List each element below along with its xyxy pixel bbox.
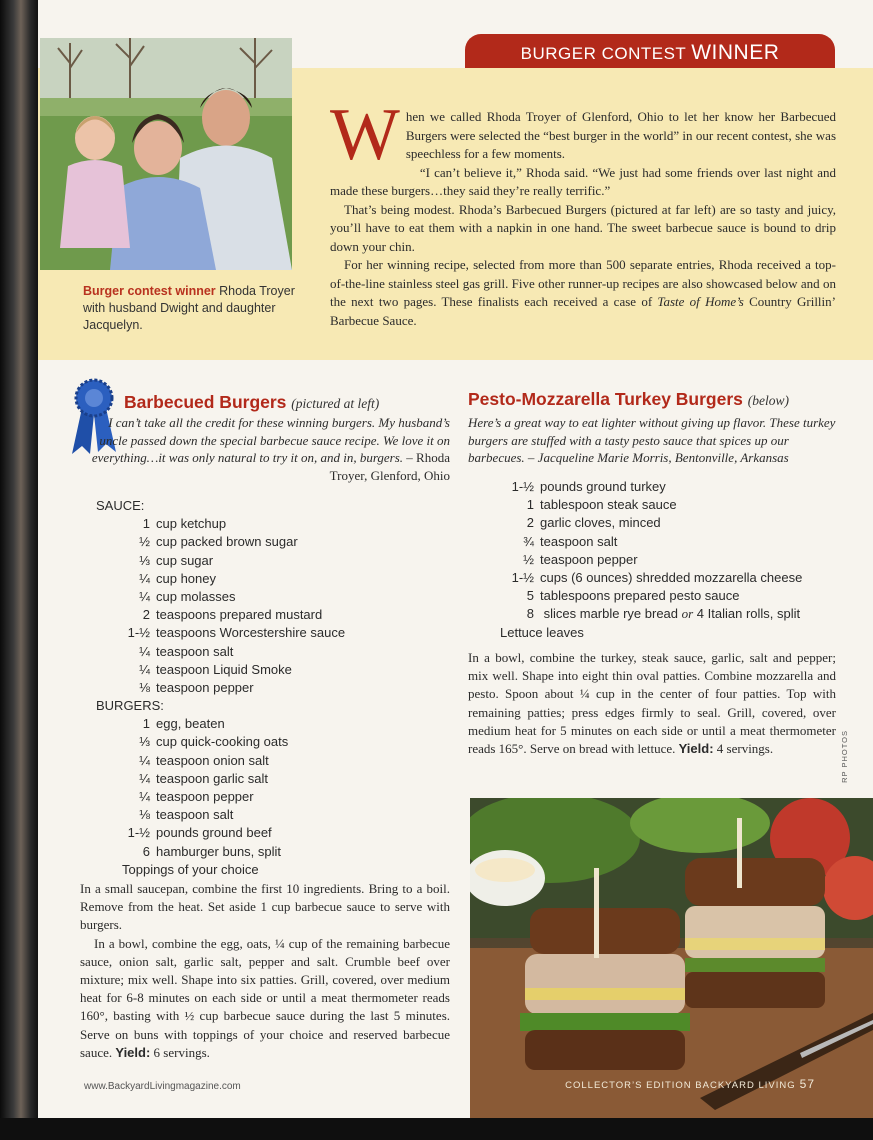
ingredient-amount: 1-½ — [511, 569, 534, 585]
turkey-burger-photo — [470, 798, 873, 1118]
ingredient-row — [500, 551, 802, 569]
ingredient-amount: 1 — [142, 516, 150, 532]
ingredient-row — [500, 496, 802, 514]
recipe2-blurb: Here’s a great way to eat lighter without giving up flavor. These turkey burgers are stuffed with a tasty pesto sauce that spices up our barbecues. – Jacqueline Marie Morris, Bentonville, Arkansas — [468, 415, 836, 465]
recipe2-note: (below) — [747, 393, 790, 408]
ingredient-text: cup molasses — [156, 588, 236, 604]
recipe1-method — [80, 880, 450, 1062]
banner-winner: WINNER — [691, 41, 780, 64]
ingredient-row: 8 slices marble rye bread or 4 Italian rolls, split — [500, 605, 802, 623]
ingredient-text: teaspoon pepper — [156, 789, 254, 804]
ingredient-amount: 1-½ — [127, 625, 150, 641]
ingredient-text: tablespoon steak sauce — [540, 497, 677, 513]
ingredient-text: cup quick-cooking oats — [156, 734, 289, 750]
magazine-page — [38, 0, 873, 1118]
drop-cap: W — [330, 94, 400, 176]
sauce-list — [96, 515, 345, 697]
recipe2-method — [468, 649, 836, 758]
page-bottom-edge — [0, 1118, 873, 1140]
ingredient-amount: 1-½ — [511, 479, 534, 494]
ingredient-row — [96, 552, 345, 570]
footer-edition: COLLECTOR’S EDITION BACKYARD LIVING 57 — [565, 1077, 815, 1091]
burgers-list — [96, 715, 345, 861]
family-photo — [40, 38, 292, 270]
recipe2-title: Pesto-Mozzarella Turkey Burgers (below) — [468, 389, 790, 409]
ingredient-row — [96, 770, 345, 788]
ingredient-row — [500, 478, 802, 496]
ingredient-row — [96, 824, 345, 842]
yield-label: Yield: — [115, 1044, 151, 1060]
ingredient-amount: ½ — [139, 534, 150, 550]
recipe2-ingredients — [500, 478, 802, 642]
ingredient-amount: ⅛ — [139, 807, 150, 823]
ingredient-amount: ¼ — [139, 789, 150, 804]
caption-text: Rhoda Troyer with husband Dwight and daughter Jacquelyn. — [83, 284, 295, 332]
ingredient-amount: 1-½ — [127, 825, 150, 841]
ingredient-row — [96, 643, 345, 661]
ingredient-row — [96, 733, 345, 751]
ingredient-amount: 1 — [142, 716, 150, 732]
ingredient-row — [96, 752, 345, 770]
ingredient-row — [500, 587, 802, 605]
photo-credit: RP PHOTOS — [840, 730, 849, 783]
ingredient-amount: ½ — [523, 551, 534, 567]
ingredient-row — [96, 843, 345, 861]
ingredient-text: teaspoon salt — [156, 643, 234, 659]
ingredient-amount: ¼ — [139, 643, 150, 659]
ingredient-row — [96, 624, 345, 642]
caption-lead: Burger contest winner — [83, 284, 216, 298]
ingredient-row — [96, 515, 345, 533]
ingredient-amount: ¼ — [139, 588, 150, 604]
ingredient-text: cup ketchup — [156, 516, 227, 532]
ingredient-row — [96, 661, 345, 679]
ingredient-amount: 5 — [526, 588, 534, 604]
ingredient-text: hamburger buns, split — [156, 843, 282, 859]
ingredient-text: teaspoon pepper — [540, 551, 638, 567]
ingredient-row — [96, 715, 345, 733]
ingredient-amount: 8 — [526, 606, 534, 622]
method-paragraph: In a bowl, combine the egg, oats, ¼ cup of the remaining barbecue sauce, onion salt, garlic salt, pepper and salt. Crumble beef over mixture; mix well. Shape into six patties. Grill, covered, over medium heat for 6-8 minutes on each side or until a meat thermometer reads 160°, basting with ½ cup barbecue sauce during the last 5 minutes. Serve on buns with toppings of your choice and reserved barbecue sauce. Yield: 6 servings. — [80, 935, 450, 1060]
ingredient-amount: 6 — [142, 843, 150, 859]
page-number: 57 — [799, 1077, 815, 1091]
sauce-label: SAUCE: — [96, 498, 145, 513]
burgers-label: BURGERS: — [96, 698, 164, 714]
ingredient-text: teaspoon garlic salt — [156, 770, 269, 786]
winner-banner — [465, 34, 835, 68]
lettuce-line: Lettuce leaves — [500, 624, 584, 640]
footer-url: www.BackyardLivingmagazine.com — [84, 1081, 241, 1092]
ingredient-text: cups (6 ounces) shredded mozzarella cheese — [540, 569, 803, 585]
ingredient-text: teaspoon onion salt — [156, 752, 269, 768]
ingredient-text: egg, beaten — [156, 716, 225, 732]
ingredient-row — [96, 679, 345, 697]
ingredient-amount: 1 — [526, 497, 534, 513]
ingredient-row — [96, 570, 345, 588]
ingredient-amount: 2 — [526, 515, 534, 531]
intro-paragraph: “I can’t believe it,” Rhoda said. “We just had some friends over last night and made these burgers…they said they’re really terrific.” — [330, 164, 836, 198]
ingredient-text: pounds ground turkey — [540, 479, 666, 494]
ingredient-amount: ¼ — [139, 661, 150, 677]
method-paragraph: In a small saucepan, combine the first 10 ingredients. Bring to a boil. Remove from the heat. Set aside 1 cup barbecue sauce to serve with burgers. — [80, 881, 450, 933]
ingredient-text: garlic cloves, minced — [540, 515, 661, 531]
ingredient-amount: ⅓ — [139, 734, 150, 750]
method-paragraph: In a bowl, combine the turkey, steak sauce, garlic, salt and pepper; mix well. Shape into eight thin oval patties. Combine mozzarella and pesto. Spoon about ¼ cup in the center of four patties. Top with remaining patties; press edges firmly to seal. Grill, covered, over medium heat for 5 minutes on each side or until a meat thermometer reads 165°. Serve on bread with lettuce. Yield: 4 servings. — [468, 650, 836, 757]
ingredient-row — [96, 533, 345, 551]
intro-paragraph: For her winning recipe, selected from more than 500 separate entries, Rhoda received a top-of-the-line stainless steel gas grill. Five other runner-up recipes are also showcased below and on the next two pages. These finalists each received a case of Taste of Home’s Country Grillin’ Barbecue Sauce. — [330, 257, 836, 328]
ingredient-row — [500, 514, 802, 532]
recipe1-blurb: I can’t take all the credit for these winning burgers. My husband’s uncle passed down the special barbecue sauce recipe. We love it on everything…it was only natural to try it on, and in, burgers. – Rhoda Troyer, Glenford, Ohio — [91, 415, 450, 483]
ingredient-text: teaspoon pepper — [156, 679, 254, 695]
recipe1-attribution: – Rhoda Troyer, Glenford, Ohio — [329, 450, 450, 483]
recipe1-title: Barbecued Burgers (pictured at left) — [124, 392, 380, 412]
ingredient-row — [96, 806, 345, 824]
recipe1-note: (pictured at left) — [291, 396, 380, 411]
ingredient-row — [96, 588, 345, 606]
ingredient-text: pounds ground beef — [156, 825, 272, 841]
ingredient-text: cup honey — [156, 570, 216, 586]
ingredient-amount: ¼ — [139, 770, 150, 786]
ingredient-row — [96, 606, 345, 624]
ingredient-amount: ⅓ — [139, 552, 150, 568]
ingredient-text: teaspoon salt — [540, 533, 618, 549]
yield-label: Yield: — [678, 741, 714, 757]
ingredient-text: teaspoons prepared mustard — [156, 607, 323, 623]
ingredient-row — [96, 788, 345, 806]
ingredient-row — [500, 533, 802, 551]
ingredient-amount: 2 — [142, 607, 150, 623]
ingredient-amount: ¼ — [139, 752, 150, 768]
intro-paragraph: When we called Rhoda Troyer of Glenford, Ohio to let her know her Barbecued Burgers were selected the “best burger in the world” in our recent contest, she was speechless for a few moments. — [330, 94, 836, 176]
ingredient-amount: ¼ — [139, 570, 150, 586]
banner-text: BURGER CONTEST — [520, 44, 692, 63]
ingredient-text: teaspoon Liquid Smoke — [156, 661, 292, 677]
recipe1-ingredients — [96, 497, 345, 879]
photo-caption — [83, 283, 295, 334]
ingredient-amount: ¾ — [523, 533, 534, 549]
intro-paragraph: That’s being modest. Rhoda’s Barbecued Burgers (pictured at far left) are so tasty and juicy, you’ll have to eat them with a napkin in one hand. The sweet barbecue sauce is bound to drip down your chin. — [330, 201, 836, 254]
magazine-binding — [0, 0, 38, 1140]
ingredient-text: tablespoons prepared pesto sauce — [540, 588, 740, 604]
ingredient-text: cup packed brown sugar — [156, 534, 298, 550]
toppings-line: Toppings of your choice — [122, 861, 259, 877]
ingredient-amount: ⅛ — [139, 679, 150, 695]
ingredient-text: teaspoon salt — [156, 807, 234, 823]
ingredient-row — [500, 569, 802, 587]
ingredient-text: teaspoons Worcestershire sauce — [156, 625, 346, 641]
intro-article — [330, 94, 836, 330]
ingredient-text: cup sugar — [156, 552, 214, 568]
turkey-list — [500, 478, 802, 605]
